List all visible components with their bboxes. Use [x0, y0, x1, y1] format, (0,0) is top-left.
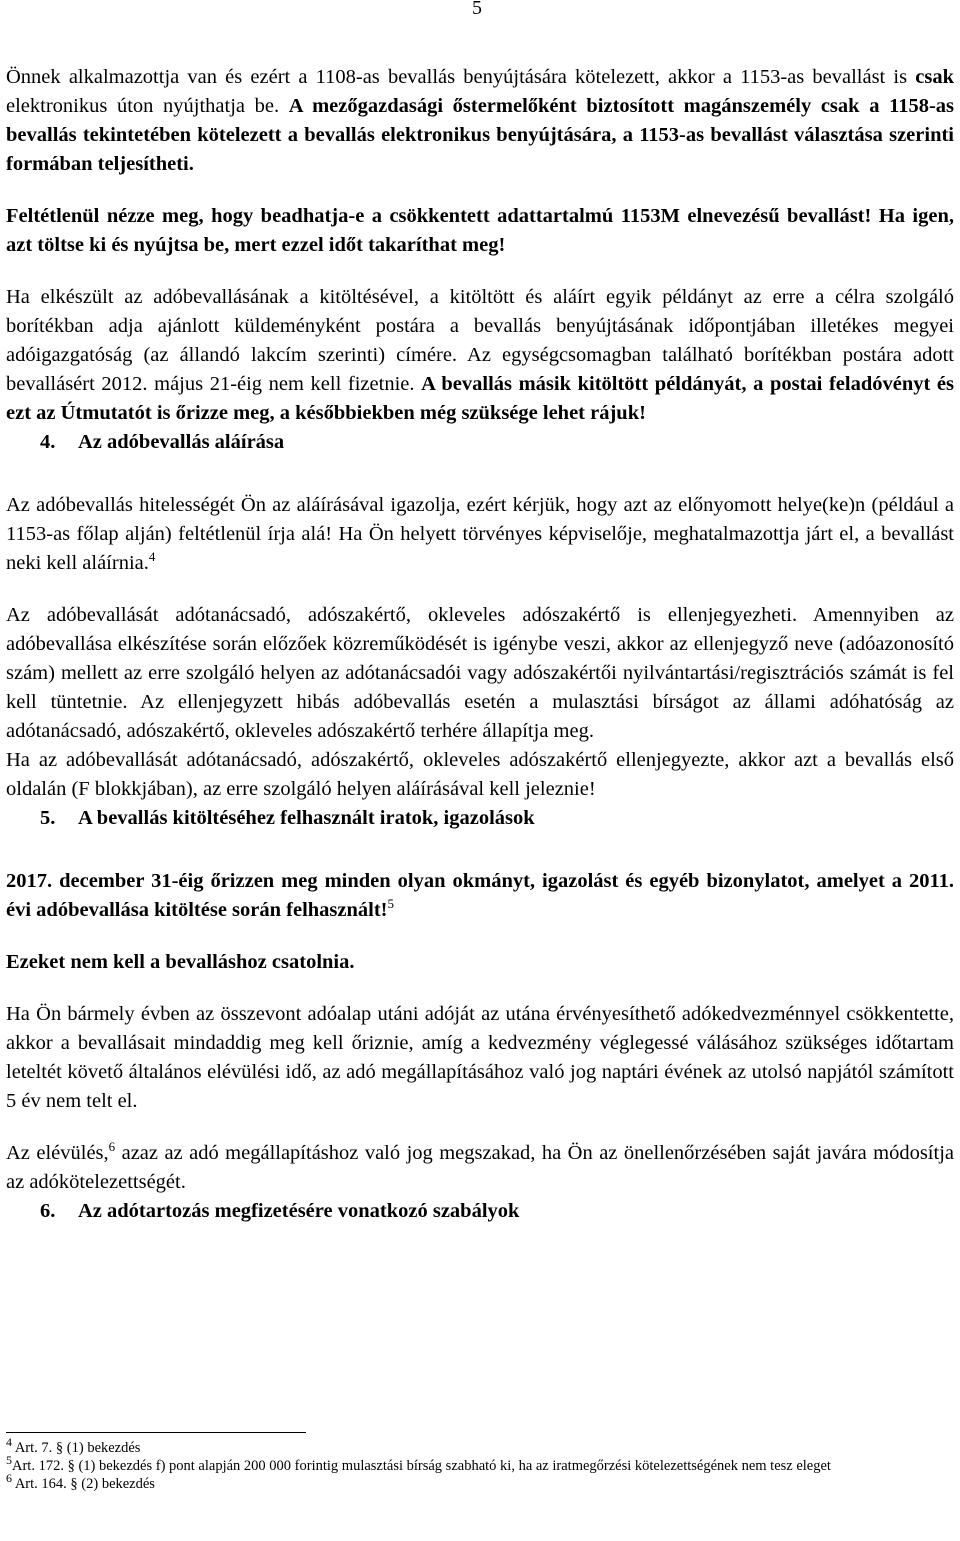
footnote-ref: 6 — [108, 1139, 116, 1154]
text-run: azaz az adó megállapításhoz való jog megszakad, ha Ön az önellenőrzésében saját javára módosítja az adókötelezettségét. — [6, 1142, 954, 1193]
emphasis-text: A mezőgazdasági őstermelőként biztosított magánszemély csak a 1158-as bevallás tekintetében kötelezett a bevallás elektronikus benyújtására, a 1153-as bevallást választása szerinti formában teljesítheti. — [6, 95, 954, 175]
paragraph-1153m-note — [6, 202, 954, 260]
emphasis-text: Feltétlenül nézze meg, hogy beadhatja-e a csökkentett adattartalmú 1153M elnevezésű bevallást! Ha igen, azt töltse ki és nyújtsa be, mert ezzel időt takaríthat meg! — [6, 205, 954, 256]
footnote-ref: 4 — [148, 549, 156, 564]
paragraph-limitation — [6, 1139, 954, 1197]
section-number: 5. — [40, 807, 56, 829]
footnote-number: 4 — [6, 1435, 12, 1449]
paragraph-countersign-indication: Ha az adóbevallását adótanácsadó, adószakértő, okleveles adószakértő ellenjegyezte, akkor azt a bevallás első oldalán (F blokkjában), az erre szolgáló helyen aláírásával kell jeleznie! — [6, 749, 954, 800]
emphasis-text: Ezeket nem kell a bevalláshoz csatolnia. — [6, 951, 355, 973]
footnote-text: Art. 172. § (1) bekezdés f) pont alapján 200 000 forintig mulasztási bírság szabható ki, ha az iratmegőrzési kötelezettségének nem tesz eleget — [12, 1458, 831, 1474]
text-run: Önnek alkalmazottja van és ezért a 1108-as bevallás benyújtására kötelezett, akkor a 1153-as bevallást is — [6, 66, 916, 88]
footnote — [6, 1435, 954, 1457]
footnote-number: 5 — [6, 1453, 12, 1467]
footnote-text: Art. 7. § (1) bekezdés — [14, 1440, 141, 1456]
section-heading-6 — [6, 1197, 954, 1226]
footnote-number: 6 — [6, 1471, 12, 1485]
section-number: 4. — [40, 431, 56, 453]
document-body — [6, 63, 954, 1226]
footnote-divider — [6, 1432, 306, 1433]
section-number: 6. — [40, 1200, 56, 1222]
footnote-text: Art. 164. § (2) bekezdés — [14, 1476, 155, 1492]
paragraph-countersign: Az adóbevallását adótanácsadó, adószakértő, okleveles adószakértő is ellenjegyezheti. Amennyiben az adóbevallása elkészítése során előzőek közreműködését is igénybe veszi, akkor az ellenjegyző neve (adóazonosító szám) mellett az erre szolgáló helyen az adótanácsadói vagy adószakértői nyilvántartási/regisztrációs számát is fel kell tüntetnie. Az ellenjegyzett hibás adóbevallás esetén a mulasztási bírságot az állami adóhatóság az adótanácsadó, adószakértő, okleveles adószakértő terhére állapítja meg. — [6, 604, 954, 742]
paragraph-no-attach — [6, 948, 954, 977]
section-title: Az adótartozás megfizetésére vonatkozó szabályok — [78, 1200, 520, 1222]
footnote-ref: 5 — [387, 896, 395, 911]
text-run: Ha elkészült az adóbevallásának a kitöltésével, a kitöltött és aláírt egyik példányt az erre a célra szolgáló borítékban adja ajánlott küldeményként postára a bevallás benyújtásának időpontjában illetékes megyei adóigazgatóság (az állandó lakcím szerinti) címére. Az egységcsomagban található borítékban postára adott bevallásért 2012. május 21-éig nem kell fizetnie. — [6, 286, 954, 395]
page-number: 5 — [472, 0, 482, 19]
emphasis-text: 2017. december 31-éig őrizzen meg minden olyan okmányt, igazolást és egyéb bizonylatot, amelyet a 2011. évi adóbevallása kitöltése során felhasznált! — [6, 870, 954, 921]
section-title: Az adóbevallás aláírása — [78, 431, 285, 453]
footnote — [6, 1453, 954, 1475]
section-title: A bevallás kitöltéséhez felhasznált iratok, igazolások — [78, 807, 535, 829]
paragraph-signature — [6, 491, 954, 578]
paragraph-submission — [6, 283, 954, 428]
paragraph-electronic-filing — [6, 63, 954, 179]
section-heading-5 — [6, 804, 954, 833]
paragraph-retention — [6, 867, 954, 925]
text-run: elektronikus úton nyújthatja be. — [6, 95, 289, 117]
paragraph-discount-retention: Ha Ön bármely évben az összevont adóalap utáni adóját az utána érvényesíthető adókedvezménnyel csökkentette, akkor a bevallásait mindaddig meg kell őriznie, amíg a kedvezmény véglegessé válásához szükséges időtartam leteltét követő általános elévülési idő, az adó megállapításához való jog naptári évének az utolsó napjától számított 5 év nem telt el. — [6, 1003, 954, 1112]
section-heading-4 — [6, 428, 954, 457]
text-run: Az adóbevallás hitelességét Ön az aláírásával igazolja, ezért kérjük, hogy azt az előnyomott helye(ke)n (például a 1153-as főlap alján) feltétlenül írja alá! Ha Ön helyett törvényes képviselője, meghatalmazottja járt el, a bevallást neki kell aláírnia. — [6, 494, 954, 574]
text-run: Az elévülés, — [6, 1142, 109, 1164]
emphasis-text: A bevallás másik kitöltött példányát, a postai feladóvényt és ezt az Útmutatót is őrizze meg, a későbbiekben még szüksége lehet rájuk! — [6, 373, 954, 424]
emphasis-text: csak — [915, 66, 954, 88]
footnotes — [6, 1432, 954, 1493]
footnote — [6, 1471, 954, 1493]
